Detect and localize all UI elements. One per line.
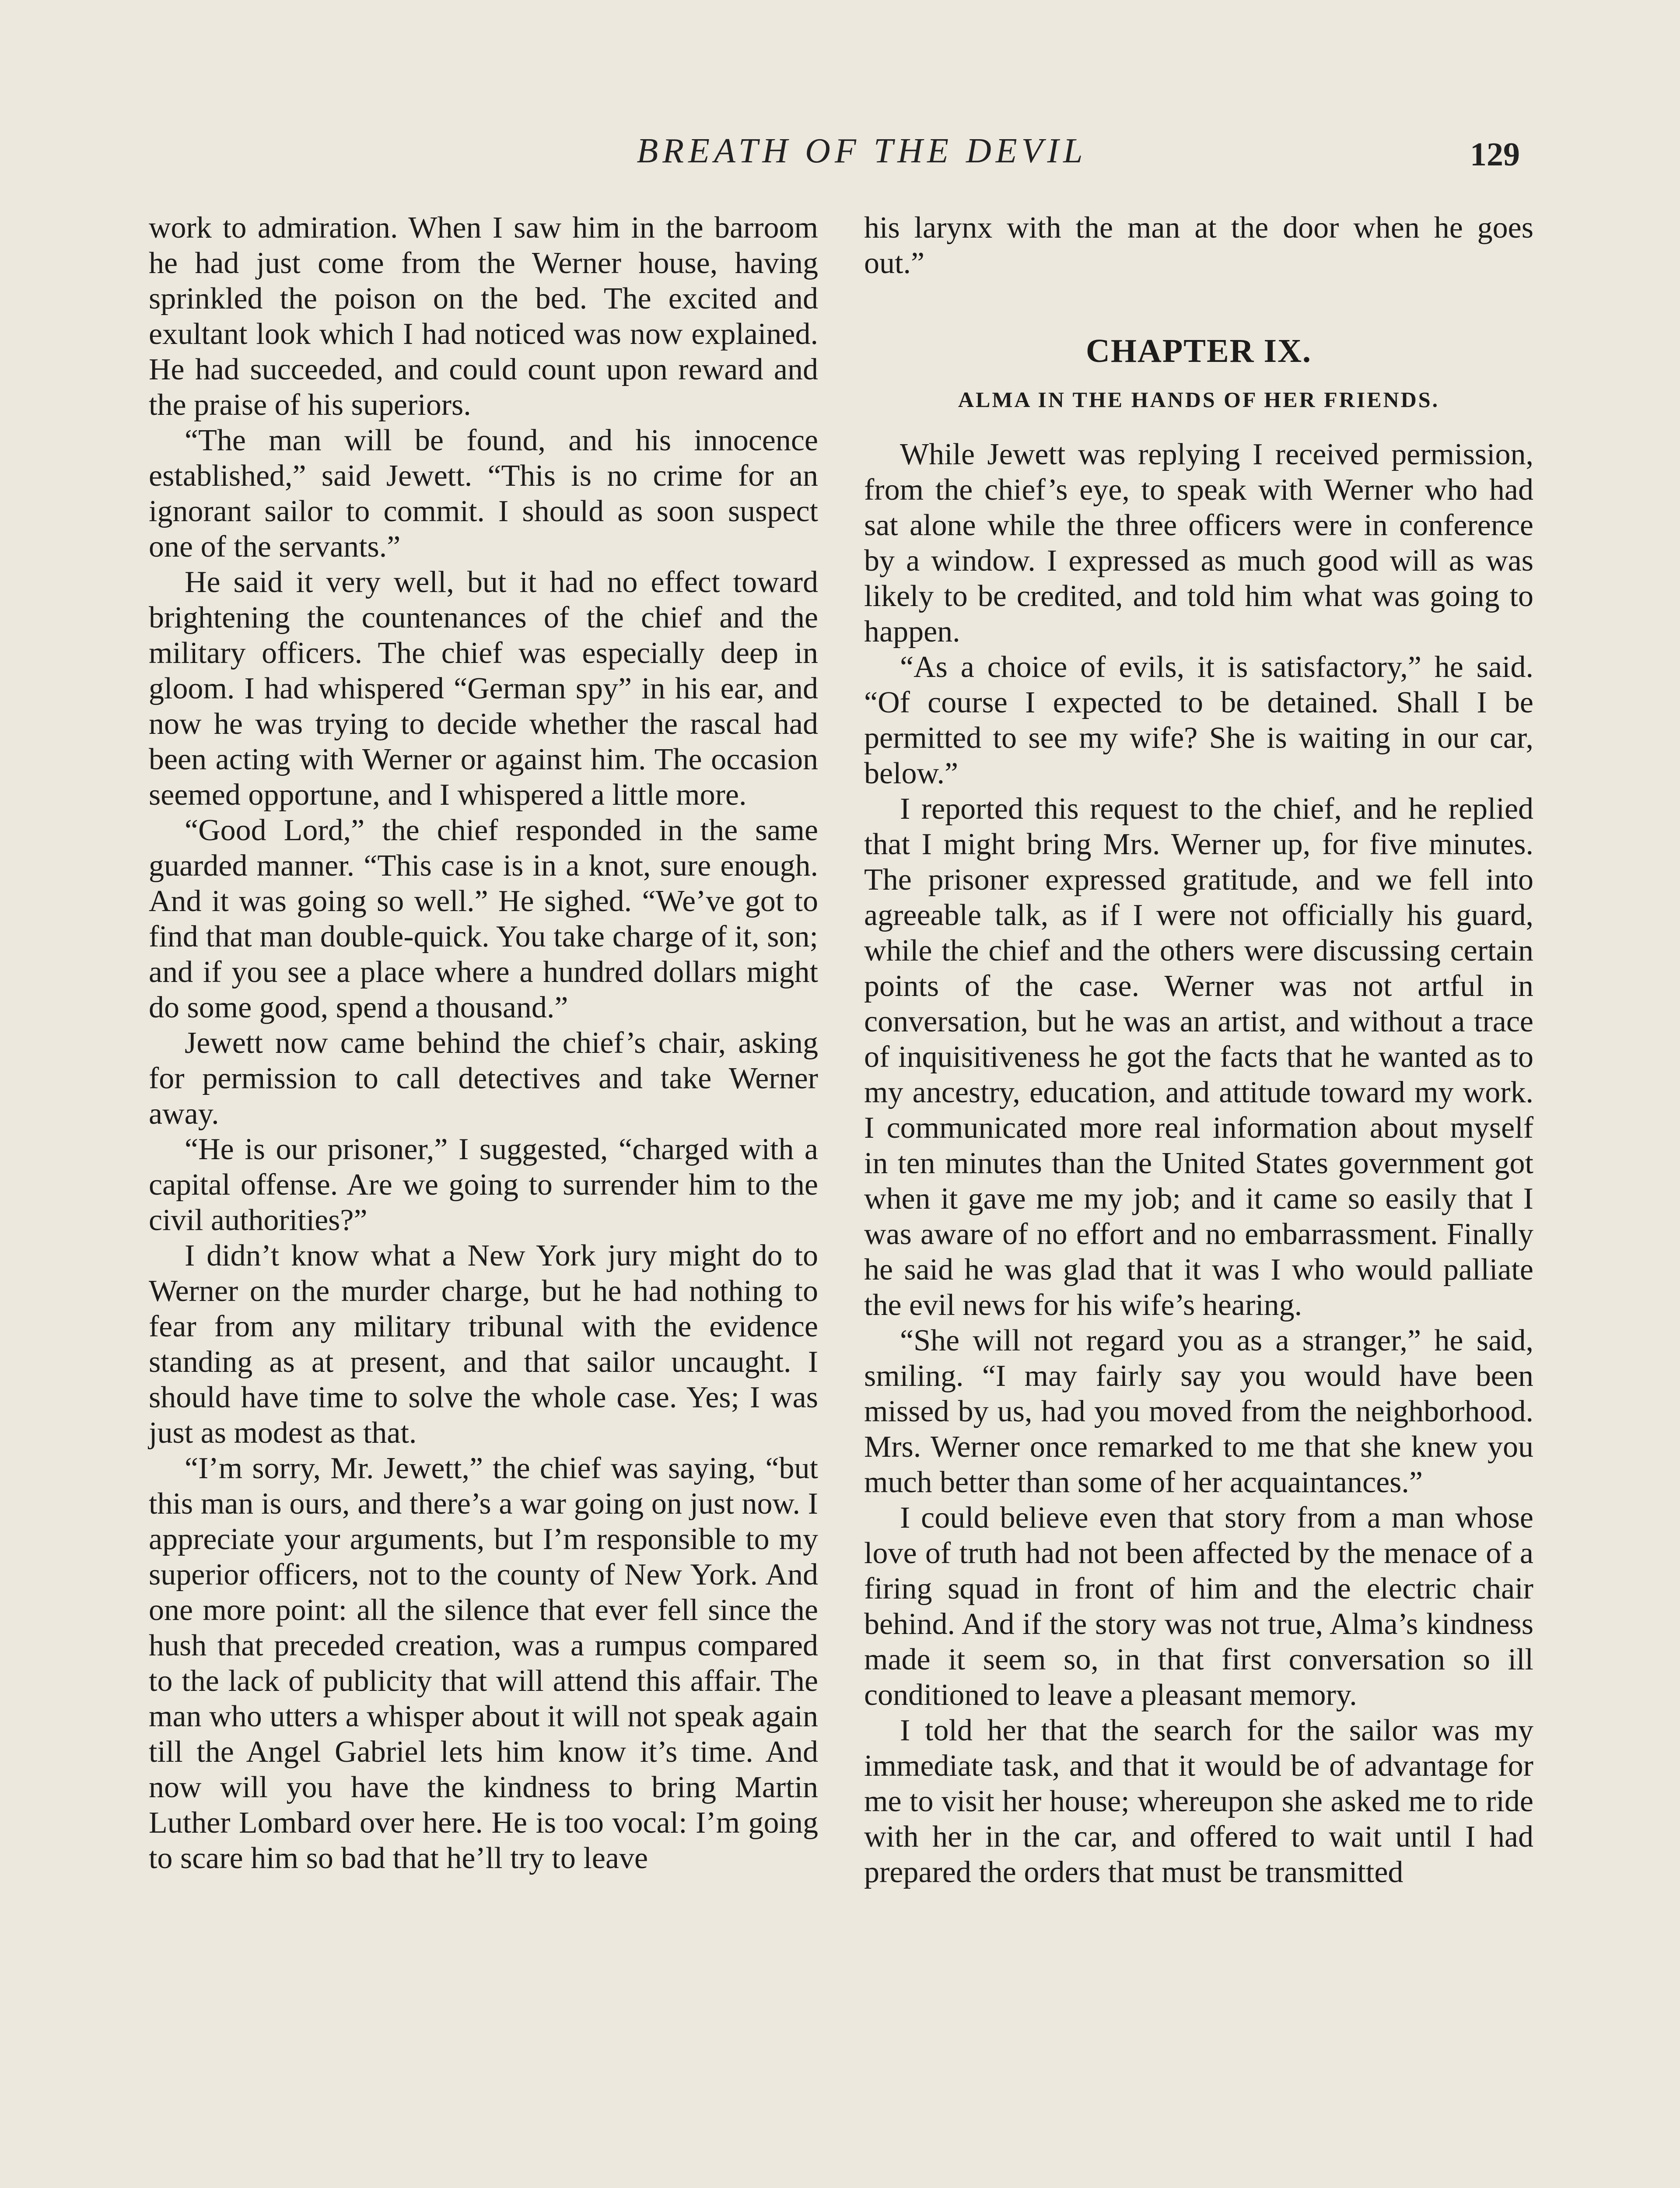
paragraph: “Good Lord,” the chief responded in the same guarded manner. “This case is in a knot, sure enough. And it was going so well.” He sighed. “We’ve got to find that man double-quick. You take charge of it, son; and if you see a place where a hundred dollars might do some good, spend a thousand.” (149, 813, 818, 1024)
paragraph: “The man will be found, and his innocence established,” said Jewett. “This is no crime for an ignorant sailor to commit. I should as soon suspect one of the servants.” (149, 424, 818, 564)
paragraph: “He is our prisoner,” I suggested, “charged with a capital offense. Are we going to surrender him to the civil authorities?” (149, 1133, 818, 1237)
paragraph: I reported this request to the chief, and he replied that I might bring Mrs. Werner up, for five minutes. The prisoner expressed gratitude, and we fell into agreeable talk, as if I were not officially his guard, while the chief and the others were discussing certain points of the case. Werner was not artful in conversation, but he was an artist, and without a trace of inquisitiveness he got the facts that he wanted as to my ancestry, education, and attitude toward my work. I communicated more real information about myself in ten minutes than the United States government got when it gave me my job; and it came so easily that I was aware of no effort and no embarrassment. Finally he said he was glad that it was I who would palliate the evil news for his wife’s hearing. (864, 792, 1533, 1322)
page-number: 129 (1470, 136, 1520, 173)
right-column (864, 210, 1533, 1890)
paragraph: I could believe even that story from a man whose love of truth had not been affected by the menace of a firing squad in front of him and the electric chair behind. And if the story was not true, Alma’s kindness made it seem so, in that first conversation so ill conditioned to leave a pleasant memory. (864, 1501, 1533, 1712)
paragraph: “I’m sorry, Mr. Jewett,” the chief was saying, “but this man is ours, and there’s a war going on just now. I appreciate your arguments, but I’m responsible to my superior officers, not to the county of New York. And one more point: all the silence that ever fell since the hush that preceded creation, was a rumpus compared to the lack of publicity that will attend this affair. The man who utters a whisper about it will not speak again till the Angel Gabriel lets him know it’s time. And now will you have the kindness to bring Martin Luther Lombard over here. He is too vocal: I’m going to scare him so bad that he’ll try to leave (149, 1452, 818, 1875)
chapter-title: CHAPTER IX. (1085, 333, 1312, 369)
paragraph: I didn’t know what a New York jury might do to Werner on the murder charge, but he had nothing to fear from any military tribunal with the evidence standing as at present, and that sailor uncaught. I should have time to solve the whole case. Yes; I was just as modest as that. (149, 1239, 818, 1450)
paragraph: “She will not regard you as a stranger,” he said, smiling. “I may fairly say you would have been missed by us, had you moved from the neighborhood. Mrs. Werner once remarked to me that she knew you much better than some of her acquaintances.” (864, 1324, 1533, 1499)
paragraph: “As a choice of evils, it is satisfactory,” he said. “Of course I expected to be detained. Shall I be permitted to see my wife? She is waiting in our car, below.” (864, 650, 1533, 790)
paragraph: He said it very well, but it had no effect toward brightening the countenances of the chief and the military officers. The chief was especially deep in gloom. I had whispered “German spy” in his ear, and now he was trying to decide whether the rascal had been acting with Werner or against him. The occasion seemed opportune, and I whispered a little more. (149, 565, 818, 812)
paragraph: work to admiration. When I saw him in the barroom he had just come from the Werner house, having sprinkled the poison on the bed. The excited and exultant look which I had noticed was now explained. He had succeeded, and could count upon reward and the praise of his superiors. (149, 211, 818, 422)
chapter-subtitle: ALMA IN THE HANDS OF HER FRIENDS. (958, 387, 1440, 412)
paragraph: I told her that the search for the sailor was my immediate task, and that it would be of advantage for me to visit her house; whereupon she asked me to ride with her in the car, and offered to wait until I had prepared the orders that must be transmitted (864, 1714, 1533, 1889)
paragraph: While Jewett was replying I received permission, from the chief’s eye, to speak with Werner who had sat alone while the three officers were in conference by a window. I expressed as much good will as was likely to be credited, and told him what was going to happen. (864, 438, 1533, 649)
left-column (149, 210, 818, 1876)
paragraph: his larynx with the man at the door when he goes out.” (864, 211, 1533, 280)
running-title: BREATH OF THE DEVIL (637, 132, 1087, 170)
paragraph: Jewett now came behind the chief’s chair, asking for permission to call detectives and take Werner away. (149, 1026, 818, 1131)
